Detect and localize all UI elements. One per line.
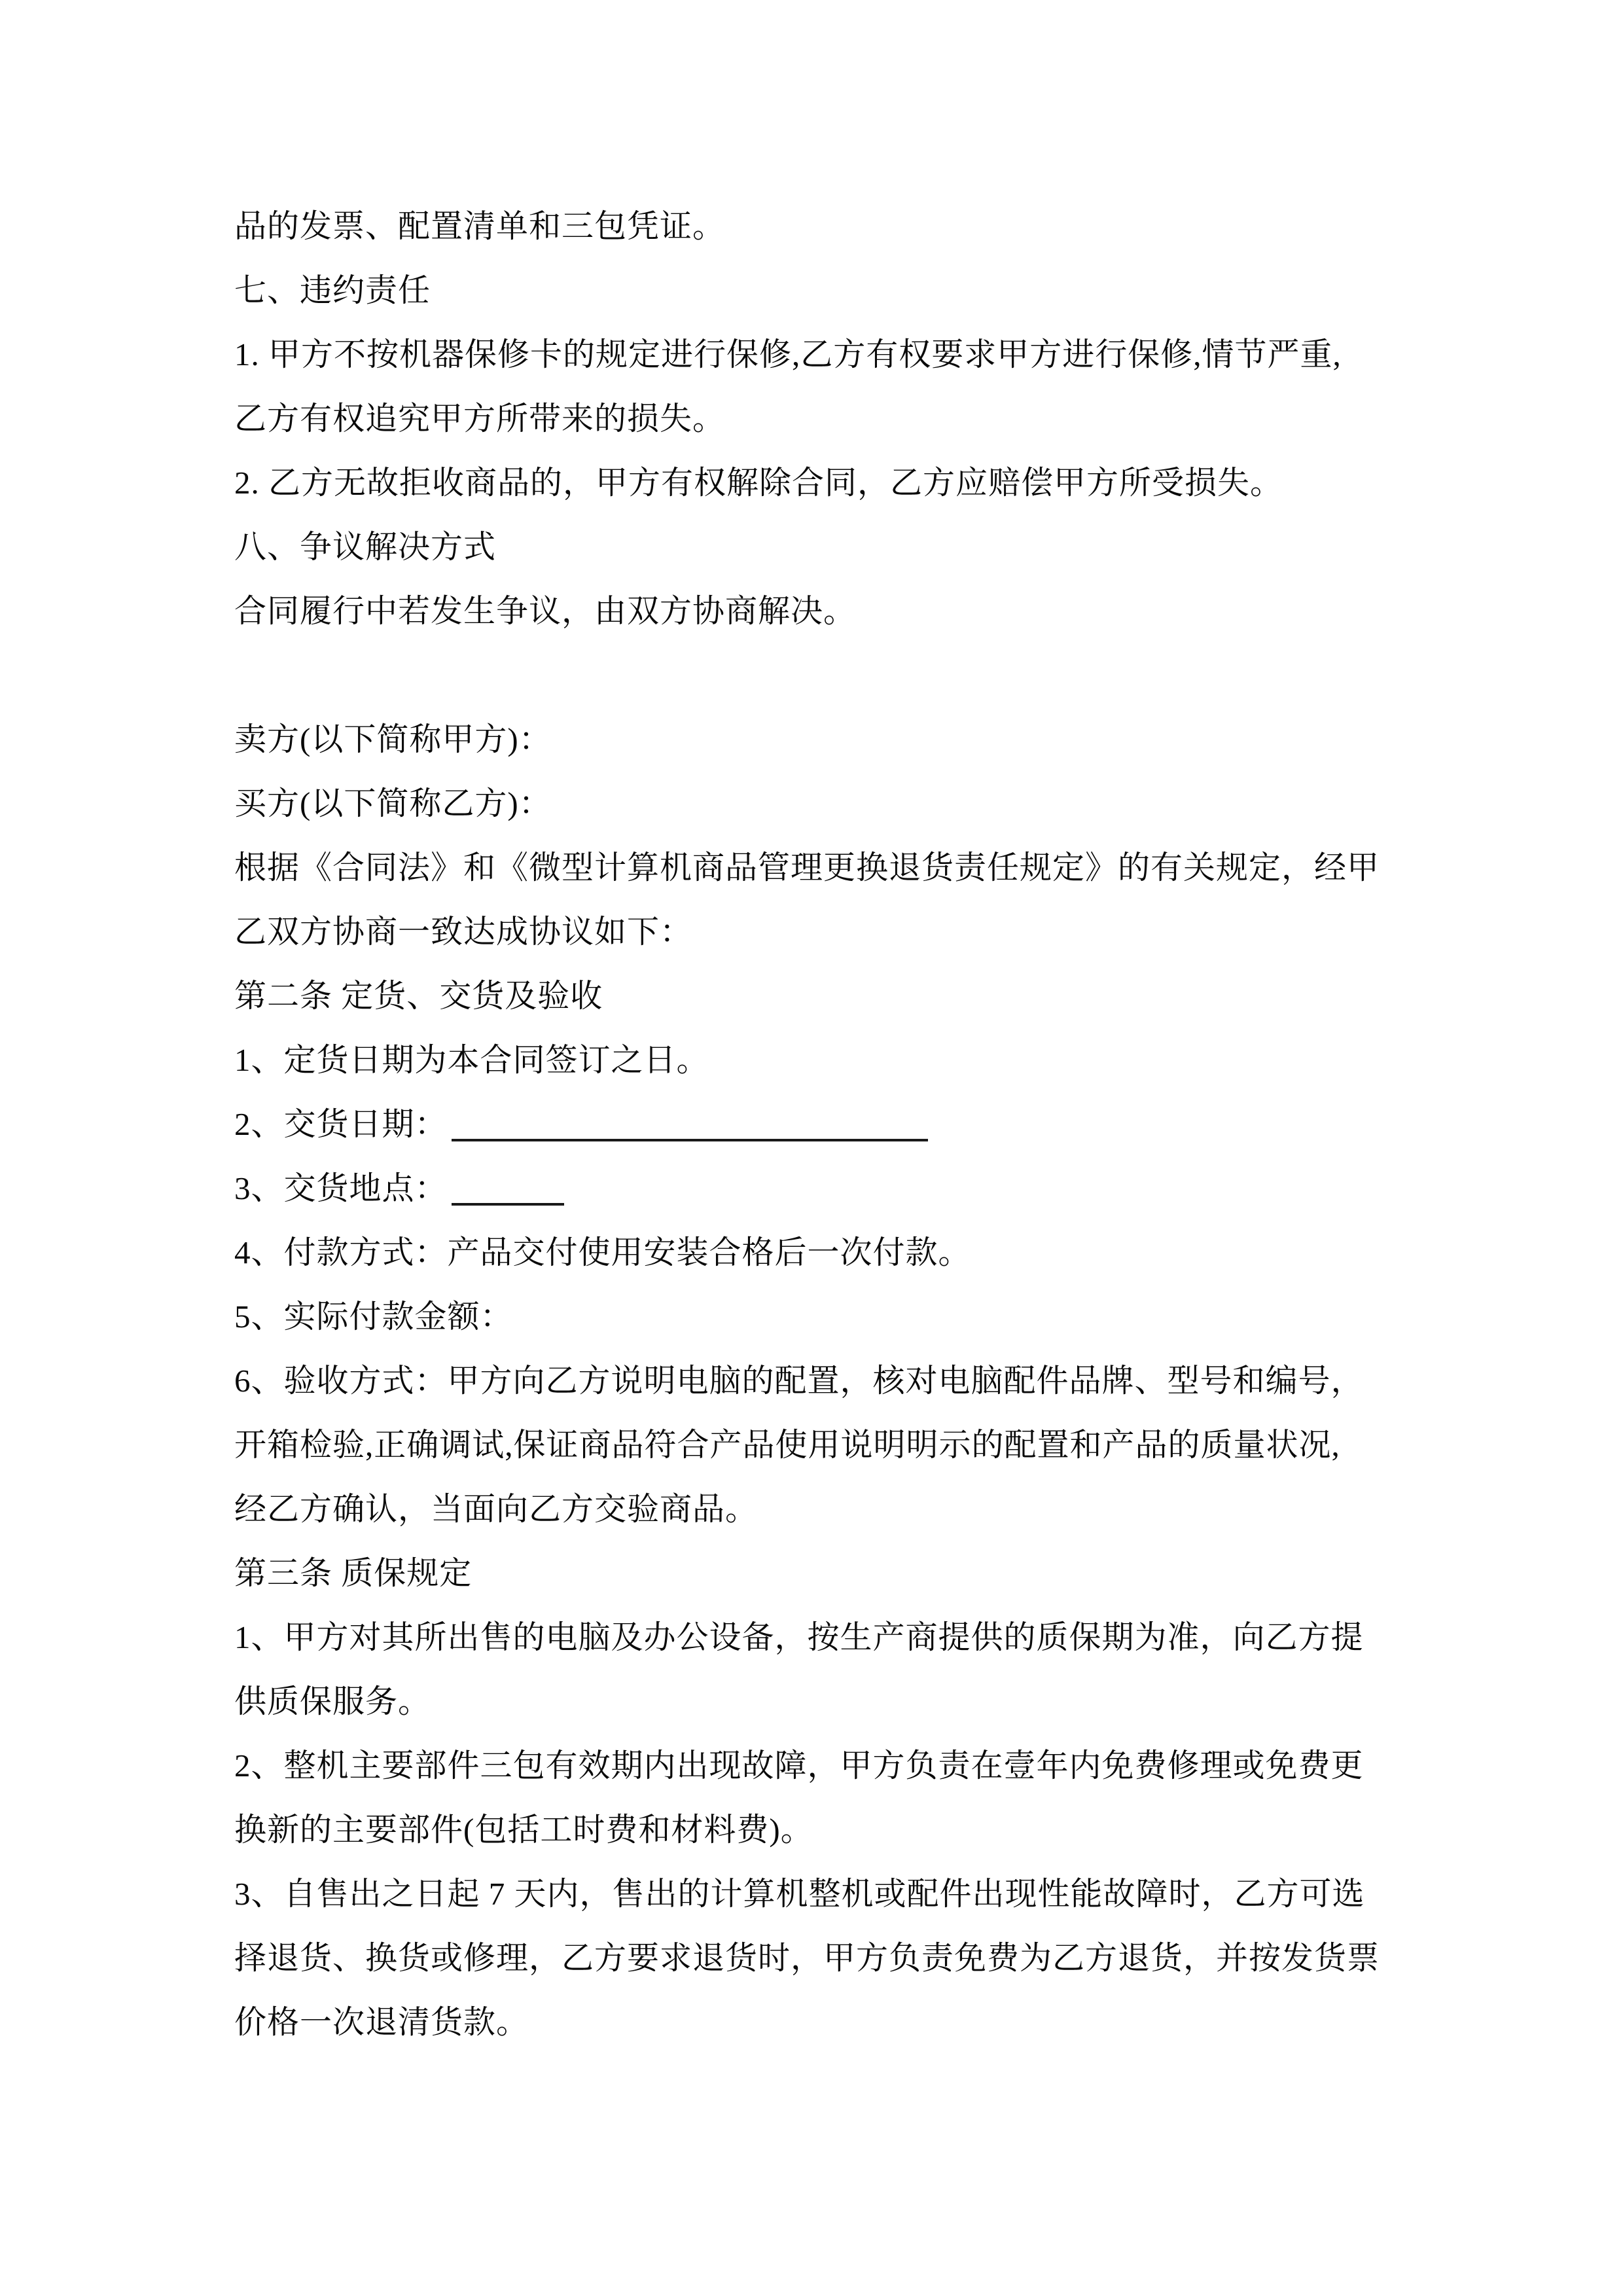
text: 乙双方协商一致达成协议如下： [234, 914, 693, 950]
text: 八、争议解决方式 [234, 529, 497, 565]
text: 买方(以下简称乙方)： [234, 785, 552, 821]
text: 1、甲方对其所出售的电脑及办公设备，按生产商提供的质保期为准，向乙方提 [234, 1619, 1364, 1655]
text: 第三条 质保规定 [234, 1555, 473, 1591]
article2-item1-order-date [234, 1028, 1394, 1092]
article3-item3-continued-2 [234, 1990, 1394, 2054]
document-content [234, 194, 1394, 2054]
preamble [234, 836, 1394, 900]
text: 2、整机主要部件三包有效期内出现故障，甲方负责在壹年内免费修理或免费更 [234, 1748, 1364, 1784]
text: 2、交货日期： [234, 1106, 448, 1142]
article3-item3-continued [234, 1926, 1394, 1990]
text: 6、验收方式：甲方向乙方说明电脑的配置，核对电脑配件品牌、型号和编号， [234, 1363, 1364, 1399]
article3-item2-continued [234, 1798, 1394, 1862]
text: 1、定货日期为本合同签订之日。 [234, 1042, 709, 1078]
article2-item4-payment-method [234, 1221, 1394, 1285]
clause-7-1 [234, 323, 1394, 387]
heading-section-8-dispute-resolution [234, 515, 1394, 579]
heading-article-2-delivery [234, 964, 1394, 1028]
text: 经乙方确认，当面向乙方交验商品。 [234, 1491, 758, 1527]
text: 卖方(以下简称甲方)： [234, 721, 552, 757]
heading-article-3-warranty [234, 1541, 1394, 1605]
article3-item1-continued [234, 1670, 1394, 1734]
article2-item3-delivery-place [234, 1157, 1394, 1221]
text: 3、交货地点： [234, 1170, 448, 1206]
text: 3、自售出之日起 7 天内，售出的计算机整机或配件出现性能故障时，乙方可选 [234, 1876, 1365, 1912]
preamble-continued [234, 900, 1394, 964]
article2-item6-continued-2 [234, 1477, 1394, 1541]
text: 价格一次退清货款。 [234, 2004, 529, 2040]
text: 根据《合同法》和《微型计算机商品管理更换退货责任规定》的有关规定，经甲 [234, 850, 1380, 886]
text: 供质保服务。 [234, 1683, 431, 1719]
text: 2. 乙方无故拒收商品的，甲方有权解除合同，乙方应赔偿甲方所受损失。 [234, 465, 1283, 501]
text: 择退货、换货或修理，乙方要求退货时，甲方负责免费为乙方退货，并按发货票 [234, 1940, 1380, 1976]
delivery-date-blank [452, 1139, 928, 1141]
text: 换新的主要部件(包括工时费和材料费)。 [234, 1812, 813, 1848]
article2-item2-delivery-date [234, 1092, 1394, 1157]
text: 合同履行中若发生争议，由双方协商解决。 [234, 593, 857, 629]
article2-item6-acceptance [234, 1349, 1394, 1413]
text: 第二条 定货、交货及验收 [234, 978, 603, 1014]
blank-line [234, 643, 1394, 708]
line-invoice-continuation [234, 194, 1394, 259]
article2-item6-continued [234, 1413, 1394, 1477]
heading-section-7-breach-liability [234, 259, 1394, 323]
text: 乙方有权追究甲方所带来的损失。 [234, 401, 726, 437]
clause-7-2 [234, 451, 1394, 515]
clause-8-1 [234, 579, 1394, 643]
text: 开箱检验,正确调试,保证商品符合产品使用说明明示的配置和产品的质量状况, [234, 1427, 1340, 1463]
text: 1. 甲方不按机器保修卡的规定进行保修,乙方有权要求甲方进行保修,情节严重, [234, 336, 1342, 372]
buyer-party-label [234, 772, 1394, 836]
article3-item3 [234, 1862, 1394, 1926]
article3-item2 [234, 1734, 1394, 1798]
delivery-place-blank [452, 1203, 564, 1206]
text: 5、实际付款金额： [234, 1299, 513, 1335]
text: 4、付款方式：产品交付使用安装合格后一次付款。 [234, 1234, 971, 1270]
text: 七、违约责任 [234, 272, 431, 308]
article3-item1 [234, 1605, 1394, 1670]
text: 品的发票、配置清单和三包凭证。 [234, 208, 726, 244]
article2-item5-payment-amount [234, 1285, 1394, 1349]
seller-party-label [234, 708, 1394, 772]
clause-7-1-continued [234, 387, 1394, 451]
